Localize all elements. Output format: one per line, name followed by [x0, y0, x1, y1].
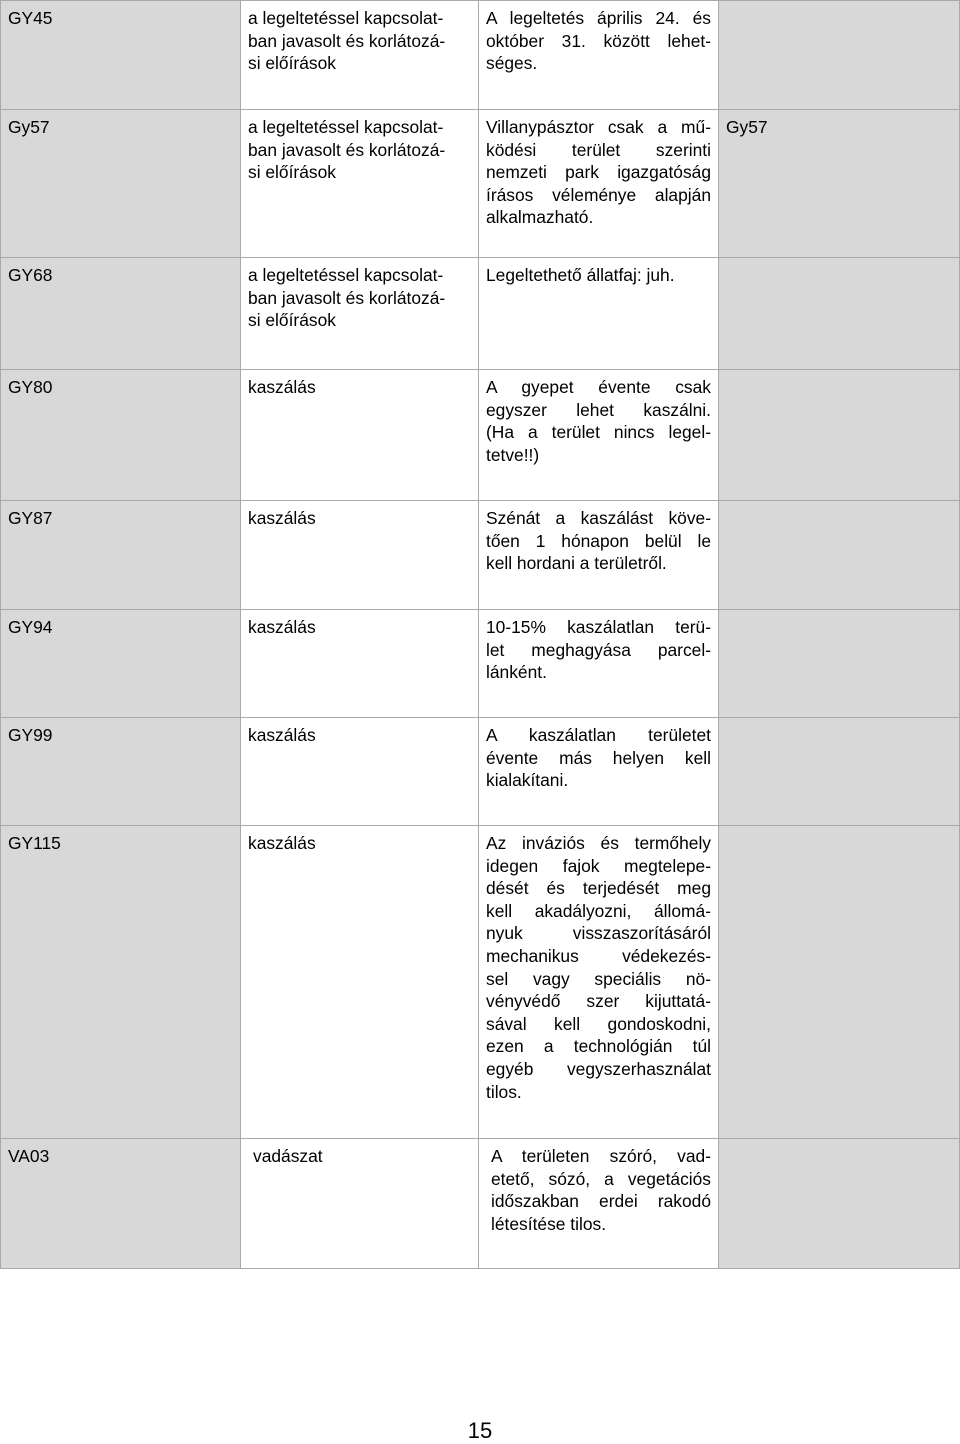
description-line: kell akadályozni, állomá-: [486, 900, 711, 921]
description-line: október 31. között lehet-: [486, 30, 711, 51]
type-line: kaszálás: [248, 377, 316, 397]
table-row: [1, 258, 960, 370]
description-line: egyszer lehet kaszálni.: [486, 399, 711, 420]
row-code: GY99: [1, 718, 241, 826]
description-line: lánként.: [486, 662, 547, 683]
row-description: [479, 610, 719, 718]
row-code: GY115: [1, 826, 241, 1139]
description-line: írásos véleménye alapján: [486, 184, 711, 205]
row-description: [479, 1139, 719, 1269]
description-line: Az inváziós és termőhely: [486, 833, 711, 853]
row-description: [479, 718, 719, 826]
table-row: [1, 370, 960, 501]
row-type: [241, 501, 479, 610]
page-number: 15: [467, 1418, 493, 1443]
row-reference: [719, 1139, 960, 1269]
description-line: A gyepet évente csak: [486, 377, 711, 397]
description-line: nyuk visszaszorításáról: [486, 923, 711, 944]
table-row: [1, 610, 960, 718]
description-line: séges.: [486, 53, 538, 74]
row-type: [241, 1, 479, 110]
description-line: 10-15% kaszálatlan terü-: [486, 617, 711, 637]
row-type: [241, 718, 479, 826]
type-line: vadászat: [253, 1146, 323, 1166]
description-line: egyéb vegyszerhasználat: [486, 1058, 711, 1079]
description-line: vényvédő szer kijuttatá-: [486, 991, 711, 1012]
row-reference: Gy57: [719, 110, 960, 258]
row-reference: [719, 258, 960, 370]
type-line: a legeltetéssel kapcsolat-: [248, 8, 444, 28]
row-code: GY94: [1, 610, 241, 718]
description-line: sel vagy speciális nö-: [486, 968, 711, 989]
description-line: A legeltetés április 24. és: [486, 8, 711, 28]
description-line: létesítése tilos.: [491, 1213, 607, 1234]
description-line: idegen fajok megtelepe-: [486, 855, 711, 876]
row-reference: [719, 1, 960, 110]
type-line: ban javasolt és korlátozá-: [248, 30, 446, 51]
type-line: si előírások: [248, 310, 336, 331]
description-line: dését és terjedését meg: [486, 878, 711, 899]
description-line: etető, sózó, a vegetációs: [491, 1168, 711, 1189]
row-reference: [719, 370, 960, 501]
row-description: [479, 1, 719, 110]
row-type: [241, 610, 479, 718]
row-code: GY45: [1, 1, 241, 110]
description-line: A területen szóró, vad-: [491, 1146, 711, 1166]
description-line: Legeltethető állatfaj: juh.: [486, 265, 675, 285]
description-line: (Ha a terület nincs legel-: [486, 422, 711, 443]
description-line: A kaszálatlan területet: [486, 725, 711, 745]
description-line: tilos.: [486, 1081, 522, 1102]
description-line: Szénát a kaszálást köve-: [486, 508, 711, 528]
description-line: tetve!!): [486, 444, 540, 465]
row-description: [479, 826, 719, 1139]
type-line: kaszálás: [248, 833, 316, 853]
description-line: mechanikus védekezés-: [486, 945, 711, 966]
description-line: ezen a technológián túl: [486, 1036, 711, 1057]
description-line: ködési terület szerinti: [486, 139, 711, 160]
type-line: si előírások: [248, 53, 336, 74]
description-line: Villanypásztor csak a mű-: [486, 117, 711, 137]
description-line: kialakítani.: [486, 770, 569, 791]
type-line: kaszálás: [248, 508, 316, 528]
type-line: ban javasolt és korlátozá-: [248, 139, 446, 160]
table-row: [1, 1139, 960, 1269]
description-line: kell hordani a területről.: [486, 553, 667, 574]
type-line: si előírások: [248, 162, 336, 183]
description-line: tően 1 hónapon belül le: [486, 530, 711, 551]
row-description: [479, 258, 719, 370]
row-type: [241, 826, 479, 1139]
type-line: a legeltetéssel kapcsolat-: [248, 265, 444, 285]
table-row: [1, 1, 960, 110]
type-line: a legeltetéssel kapcsolat-: [248, 117, 444, 137]
type-line: ban javasolt és korlátozá-: [248, 287, 446, 308]
row-description: [479, 110, 719, 258]
description-line: sával kell gondoskodni,: [486, 1013, 711, 1034]
table-row: [1, 110, 960, 258]
row-type: [241, 1139, 479, 1269]
row-code: GY87: [1, 501, 241, 610]
row-description: [479, 501, 719, 610]
type-line: kaszálás: [248, 617, 316, 637]
type-line: kaszálás: [248, 725, 316, 745]
row-reference: [719, 501, 960, 610]
row-reference: [719, 826, 960, 1139]
row-type: [241, 110, 479, 258]
row-type: [241, 370, 479, 501]
table-body: [1, 1, 960, 1269]
description-line: let meghagyása parcel-: [486, 639, 711, 660]
row-reference: [719, 718, 960, 826]
description-line: nemzeti park igazgatóság: [486, 162, 711, 183]
description-line: alkalmazható.: [486, 207, 594, 228]
row-reference: [719, 610, 960, 718]
table-row: [1, 718, 960, 826]
table-row: [1, 826, 960, 1139]
row-type: [241, 258, 479, 370]
row-code: GY80: [1, 370, 241, 501]
row-code: Gy57: [1, 110, 241, 258]
description-line: időszakban erdei rakodó: [491, 1191, 711, 1212]
row-code: GY68: [1, 258, 241, 370]
description-line: évente más helyen kell: [486, 747, 711, 768]
row-description: [479, 370, 719, 501]
table-row: [1, 501, 960, 610]
row-code: VA03: [1, 1139, 241, 1269]
